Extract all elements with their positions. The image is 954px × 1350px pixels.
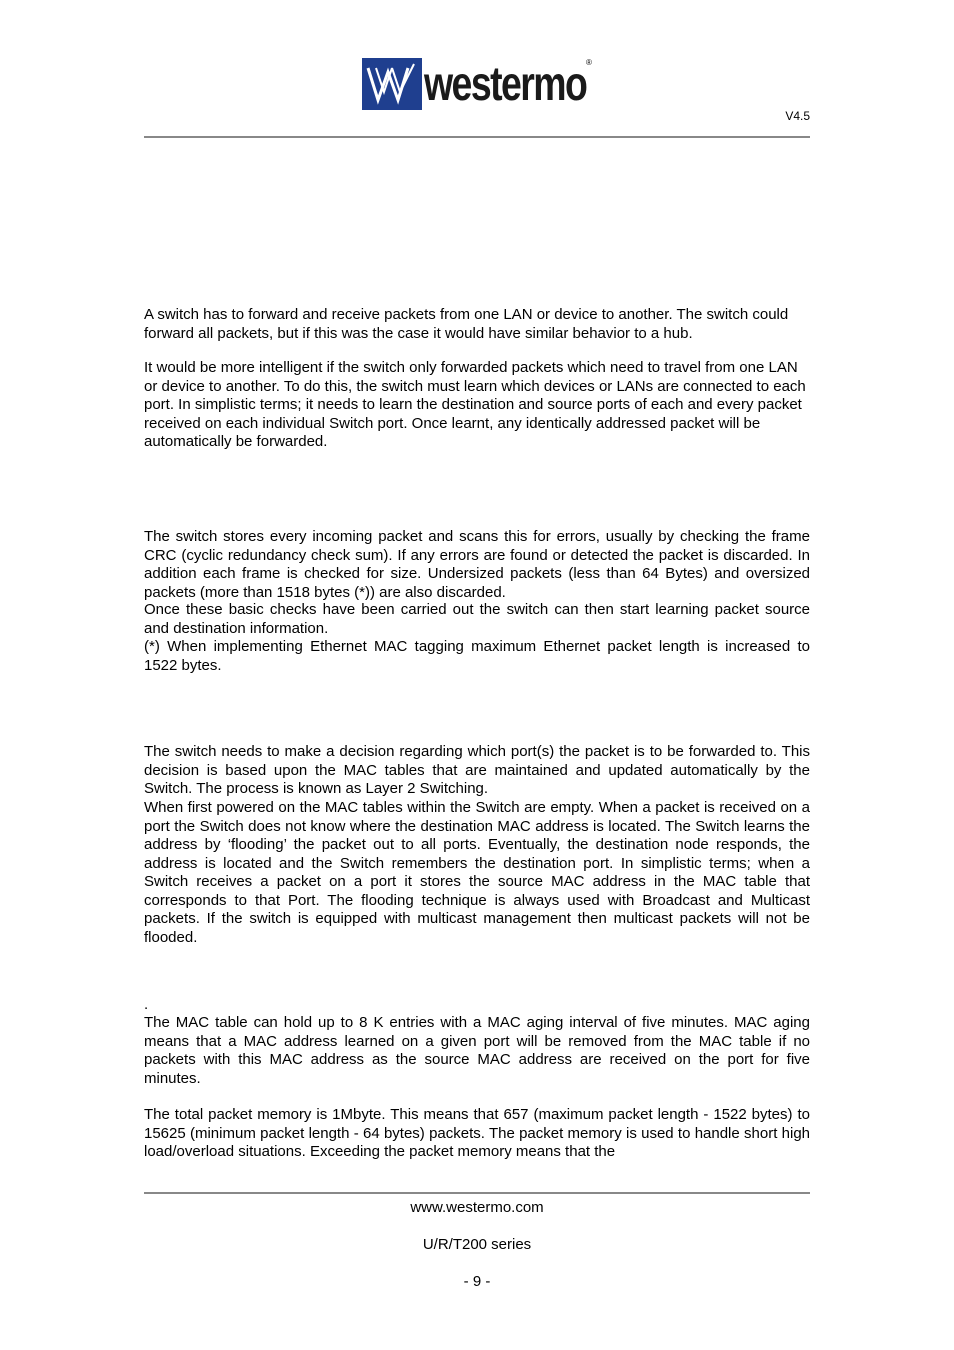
paragraph-switch-learning: It would be more intelligent if the switch only forwarded packets which need to travel from one LAN or device to another. To do this, the switch must learn which devices or LANs are connected to each port. In simplistic terms; it needs to learn the destination and source ports of each and every packet received on each individual Switch port. Once learnt, any identically addressed packet will be automatically be forwarded.	[144, 359, 806, 450]
header-divider	[144, 136, 810, 138]
paragraph-error-checking: The switch stores every incoming packet and scans this for errors, usually by checking the frame CRC (cyclic redundancy check sum). If any errors are found or detected the packet is discarded. In addition each frame is checked for size. Undersized packets (less than 64 Bytes) and oversized packets (more than 1518 bytes (*)) are also discarded.	[144, 528, 810, 601]
paragraph-mac-table-learning: When first powered on the MAC tables within the Switch are empty. When a packet is received on a port the Switch does not know where the destination MAC address is located. The Switch learns the address by ‘flooding’ the packet out to all ports. Eventually, the destination node responds, the address is located and the Switch remembers the destination port. In simplistic terms; when a Switch receives a packet on a port it stores the source MAC address in the MAC table that corresponds to that Port. The flooding technique is always used with Broadcast and Multicast packets. If the switch is equipped with multicast management then multicast packets will not be flooded.	[144, 799, 810, 946]
version-label: V4.5	[785, 109, 810, 123]
logo-wordmark: westermo	[424, 58, 587, 111]
stray-period: .	[144, 996, 149, 1013]
registered-mark: ®	[586, 58, 592, 67]
footer-divider	[144, 1192, 810, 1194]
westermo-w-mark-icon	[362, 58, 422, 110]
paragraph-switch-forwarding: A switch has to forward and receive packets from one LAN or device to another. The switch could forward all packets, but if this was the case it would have similar behavior to a hub.	[144, 306, 789, 342]
paragraph-packet-memory: The total packet memory is 1Mbyte. This means that 657 (maximum packet length - 1522 bytes) to 15625 (minimum packet length - 64 bytes) packets. The packet memory is used to handle short high load/overload situations. Exceeding the packet memory means that the	[144, 1106, 810, 1160]
paragraph-forwarding-decision: The switch needs to make a decision regarding which port(s) the packet is to be forwarded to. This decision is based upon the MAC tables that are maintained and updated automatically by the Switch. The process is known as Layer 2 Switching.	[144, 743, 810, 797]
page-number: - 9 -	[463, 1273, 491, 1290]
footer-website: www.westermo.com	[410, 1199, 544, 1216]
westermo-logo	[362, 58, 592, 112]
paragraph-mac-aging: The MAC table can hold up to 8 K entries with a MAC aging interval of five minutes. MAC aging means that a MAC address learned on a given port will be removed from the MAC table if no packets with this MAC address as the source MAC address are received on the port for five minutes.	[144, 1014, 810, 1087]
footer-series: U/R/T200 series	[422, 1236, 532, 1253]
paragraph-mac-tagging-note: (*) When implementing Ethernet MAC tagging maximum Ethernet packet length is increased to 1522 bytes.	[144, 638, 810, 674]
paragraph-basic-checks: Once these basic checks have been carried out the switch can then start learning packet source and destination information.	[144, 601, 810, 637]
